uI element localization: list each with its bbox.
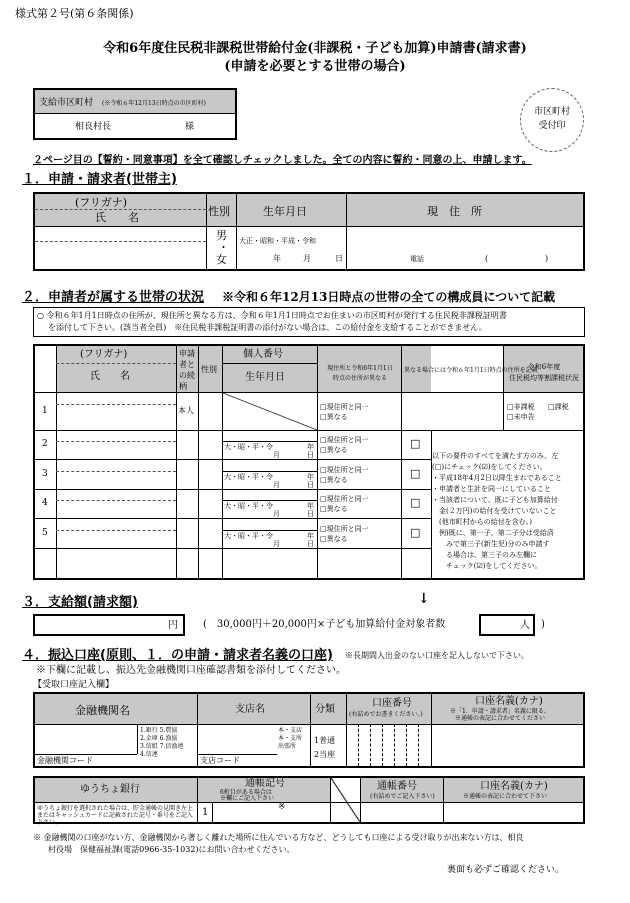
row-day-label: 日 <box>307 451 314 459</box>
footer-note-1: ※ 金融機関の口座がない方、金融機関から著しく離れた場所に住んでいる方など、どうしても口座による受け取りが出来ない方は、相良 <box>33 833 524 842</box>
hh-diff-addr-header: 異なる場合には令和６年1月1日時点の住所を記載 <box>404 367 538 374</box>
bank-type-1: 1.銀行 <box>140 727 158 734</box>
yucho-first-digit: 1 <box>202 807 209 818</box>
tax-undeclared-option[interactable]: □未申告 <box>507 413 535 421</box>
gender-header: 性別 <box>208 205 230 218</box>
bank-table <box>33 692 585 768</box>
holder-header: 口座名義(カナ) <box>475 696 543 707</box>
different-address-option[interactable]: □異なる <box>320 446 348 454</box>
furigana-header: (フリガナ) <box>75 196 128 209</box>
yucho-header: ゆうちょ銀行 <box>80 784 140 795</box>
yucho-holder-note: ※通帳の表記に合わせて下さい <box>463 793 548 800</box>
yucho-number-note: (右詰めでご記入下さい) <box>370 793 435 800</box>
amount-formula: ( 30,000円＋20,000円×子ども加算給付金対象者数 <box>203 619 446 630</box>
hh-furigana-header: (フリガナ) <box>80 349 128 360</box>
yucho-note: ゆうちょ銀行を選択された場合は、貯金通帳の見開き左上またはキャッシュカードに記載された記号・番号をご記入下さい。 <box>37 805 194 826</box>
down-arrow: ↓ <box>418 591 430 607</box>
section2-title: ２．申請者が属する世帯の状況 <box>22 290 205 305</box>
row-month-label: 月 <box>273 540 280 548</box>
child-addition-checkbox[interactable]: □ <box>410 526 421 539</box>
confirm-statement: ２ページ目の【誓約・同意事項】を全て確認しチェックしました。全ての内容に誓約・同意の上、申請します。 <box>33 155 532 166</box>
holder-note-1: ※「1．申請・請求者」名義に限る。 <box>450 708 550 715</box>
reception-stamp <box>520 88 584 152</box>
row-day-label: 日 <box>307 481 314 489</box>
yucho-symbol-header: 通帳記号 <box>245 778 285 789</box>
row-era-options[interactable]: 大・昭・平・令 <box>224 502 273 510</box>
bank-type-options[interactable] <box>140 727 183 759</box>
row-number: 1 <box>42 406 48 416</box>
section1-title: １．申請・請求者(世帯主) <box>22 172 177 187</box>
hh-relation-header <box>179 348 195 392</box>
notice-line-1: ○ 令和６年1月1日時点の住所が、現住所と異なる方は、令和６年1月1日時点でお住まいの市区町村が発行する住民税非課税証明書 <box>37 311 507 320</box>
relation-h2: 者と <box>179 360 195 369</box>
branch-header: 支店名 <box>235 704 265 715</box>
child-note-line: 以下の要件のすべてを満たす方のみ、左 <box>432 452 559 460</box>
row-day-label: 日 <box>307 510 314 518</box>
row-year-label: 年 <box>307 443 314 451</box>
relation-h4: 柄 <box>179 382 187 391</box>
section4-note: ※長期間入出金のない口座を記入しないで下さい。 <box>345 651 529 660</box>
child-count-input[interactable] <box>479 614 535 636</box>
row-day-label: 日 <box>307 540 314 548</box>
child-addition-note <box>429 447 585 580</box>
birth-month: 月 <box>303 254 311 263</box>
child-note-line: 例)既に、第一子、第二子分は受給済 <box>432 529 554 537</box>
row-id-divider <box>222 441 317 442</box>
phone-paren-open: ( <box>485 254 489 263</box>
phone-paren-close: ) <box>545 254 549 263</box>
receive-account-label: 【受取口座記入欄】 <box>33 680 115 690</box>
child-note-line: (□)にチェック(☑)をしてください。 <box>432 463 547 471</box>
hh-name-header: 氏 名 <box>90 371 130 382</box>
section2-notice <box>33 307 585 337</box>
form-title: 令和6年度住民税非課税世帯給付金(非課税・子ども加算)申請書(請求書) <box>103 41 527 56</box>
same-address-option[interactable]: □現住所と同一 <box>320 466 369 474</box>
row-year-label: 年 <box>307 502 314 510</box>
row-number: 4 <box>42 498 48 508</box>
honorific: 様 <box>185 122 195 132</box>
relation-h1: 申請 <box>179 349 195 358</box>
row-month-label: 月 <box>273 510 280 518</box>
footer-note-2: 村役場 保健福祉課(電話0966-35-1032)にお問い合わせください。 <box>48 845 295 854</box>
stamp-text-2: 受付印 <box>538 121 566 131</box>
row-id-divider <box>222 530 317 531</box>
row-month-label: 月 <box>273 451 280 459</box>
gender-male[interactable]: 男 <box>216 229 227 242</box>
different-address-option[interactable]: □異なる <box>320 476 348 484</box>
row-number: 2 <box>42 439 48 449</box>
account-type-ordinary[interactable]: 1普通 <box>314 736 336 745</box>
row-name-divider <box>56 530 176 531</box>
bank-type-5: 5.農協 <box>159 727 178 734</box>
same-addr-h1: 現住所と令和6年1月1日 <box>327 365 393 372</box>
notice-line-2: を添付して下さい。(該当者全員) ※住民税非課税証明書の添付がない場合は、この給付金を支給することができません。 <box>48 323 487 332</box>
account-type-current[interactable]: 2当座 <box>314 750 336 759</box>
child-note-line: みで第三子(新生児)分のみ申請す <box>432 540 550 548</box>
city-date-note: (※令和６年12月13日時点の市区町村) <box>102 100 206 107</box>
yucho-table <box>33 776 585 824</box>
attach-instruction: ※下欄に記載し、振込先金融機関口座確認書類を添付してください。 <box>36 665 346 676</box>
branch-code-label: 支店コード <box>200 756 240 765</box>
same-address-option[interactable]: □現住所と同一 <box>320 403 369 411</box>
section3-title: ３．支給額(請求額) <box>22 595 138 610</box>
formula-close: ) <box>541 619 545 630</box>
same-address-option[interactable]: □現住所と同一 <box>320 495 369 503</box>
bank-code-label: 金融機関コード <box>37 756 93 765</box>
row-era-options[interactable]: 大・昭・平・令 <box>224 473 273 481</box>
birth-year: 年 <box>273 254 281 263</box>
form-subtitle: (申請を必要とする世帯の場合) <box>224 59 406 74</box>
hh-birth-header: 生年月日 <box>245 372 285 383</box>
holder-note-2: ※通帳の表記に合わせてください <box>455 715 546 722</box>
applicant-table <box>33 192 585 271</box>
amount-input[interactable] <box>33 614 185 636</box>
city-label: 支給市区町村 <box>39 98 94 108</box>
hh-same-addr-header <box>321 364 399 384</box>
gender-female[interactable]: 女 <box>216 253 227 266</box>
tax-nontaxable-option[interactable]: □非課税 <box>507 403 535 411</box>
child-note-line: ・当該者について、既に子ども加算給付 <box>432 496 558 504</box>
child-addition-checkbox[interactable]: □ <box>410 437 421 450</box>
yen-label: 円 <box>168 620 178 631</box>
section4-title: ４．振込口座(原則、１．の申請・請求者名義の口座) <box>22 648 333 663</box>
yucho-symbol-note-2: ※欄にご記入下さい <box>220 795 275 802</box>
form-number: 様式第２号(第６条関係) <box>15 7 134 20</box>
bank-type-7: 7.信漁連 <box>159 743 184 750</box>
bank-name-header: 金融機関名 <box>75 704 130 717</box>
yucho-mark: ※ <box>278 802 286 812</box>
same-address-option[interactable]: □現住所と同一 <box>320 525 369 533</box>
row-id-divider <box>222 471 317 472</box>
phone-label: 電話 <box>410 255 424 263</box>
hh-personal-no-header: 個人番号 <box>243 349 283 360</box>
yucho-symbol-note-1: 6桁目がある場合は <box>220 789 272 796</box>
relation-self: 本人 <box>178 406 194 415</box>
bank-type-6: 6.漁協 <box>159 735 178 742</box>
different-address-option[interactable]: □異なる <box>320 535 348 543</box>
same-addr-h2: 時点の住所が異なる <box>332 375 387 382</box>
row-era-options[interactable]: 大・昭・平・令 <box>224 532 273 540</box>
row-id-divider <box>222 500 317 501</box>
row-name-divider <box>56 471 176 472</box>
row-name-divider <box>56 500 176 501</box>
child-note-line: 金(２万円)の給付を受けていないこと <box>432 507 557 515</box>
row-name-divider <box>56 441 176 442</box>
branch-type-options[interactable] <box>278 727 302 751</box>
footer-back-note: 裏面も必ずご確認ください。 <box>447 865 565 875</box>
bank-type-3: 3.信組 <box>140 743 158 750</box>
child-note-line: チェック(☑)をしてください。 <box>432 562 542 570</box>
different-address-option[interactable]: □異なる <box>320 413 348 421</box>
tax-taxable-option[interactable]: □課税 <box>548 403 569 411</box>
birth-header: 生年月日 <box>263 205 307 218</box>
tax-h1: 令和6年度 <box>527 363 561 371</box>
branch-type-2: 本・支所 <box>278 735 303 742</box>
child-addition-checkbox[interactable]: □ <box>410 496 421 509</box>
era-options[interactable]: 大正・昭和・平成・令和 <box>239 237 316 245</box>
city-box <box>33 88 237 140</box>
row-era-options[interactable]: 大・昭・平・令 <box>224 443 273 451</box>
hh-gender-header: 性別 <box>201 365 217 374</box>
name-header: 氏 名 <box>95 211 139 224</box>
bank-type-4: 4.信連 <box>140 751 158 758</box>
account-no-header: 口座番号 <box>372 698 412 709</box>
address-header: 現 住 所 <box>427 205 482 218</box>
row-month-label: 月 <box>273 481 280 489</box>
person-label: 人 <box>520 620 530 631</box>
hh-tax-header <box>505 362 583 384</box>
row-year-label: 年 <box>307 532 314 540</box>
gender-dot: ・ <box>218 241 229 254</box>
yucho-number-header: 通帳番号 <box>377 781 417 792</box>
bank-type-2: 2.金庫 <box>140 735 158 742</box>
different-address-option[interactable]: □異なる <box>320 505 348 513</box>
branch-type-3: 出張所 <box>278 743 297 750</box>
section2-subtitle: ※令和６年12月13日時点の世帯の全ての構成員について記載 <box>222 290 556 304</box>
yucho-holder-header: 口座名義(カナ) <box>480 781 548 792</box>
tax-h2: 住民税均等割課税状況 <box>509 374 579 382</box>
branch-type-1: 本・支店 <box>278 727 303 734</box>
same-address-option[interactable]: □現住所と同一 <box>320 436 369 444</box>
row-number: 3 <box>42 469 48 479</box>
row-year-label: 年 <box>307 473 314 481</box>
birth-day: 日 <box>335 254 343 263</box>
account-no-note: (右詰めでお書きください。) <box>349 711 423 718</box>
child-note-line: (他市町村からの給付を含む。) <box>432 518 532 526</box>
addressee: 相良村長 <box>75 122 112 132</box>
child-note-line: る場合は、第三子のみ左欄に <box>432 551 537 559</box>
row-number: 5 <box>42 528 48 538</box>
child-note-line: ・申請者と生計を同一にしていること <box>432 485 551 493</box>
child-addition-checkbox[interactable]: □ <box>410 467 421 480</box>
account-type-header: 分類 <box>315 704 335 715</box>
relation-h3: の続 <box>179 371 195 380</box>
child-note-line: ・平成18年4月2日以降生まれであること <box>432 474 562 482</box>
stamp-text-1: 市区町村 <box>533 107 570 117</box>
